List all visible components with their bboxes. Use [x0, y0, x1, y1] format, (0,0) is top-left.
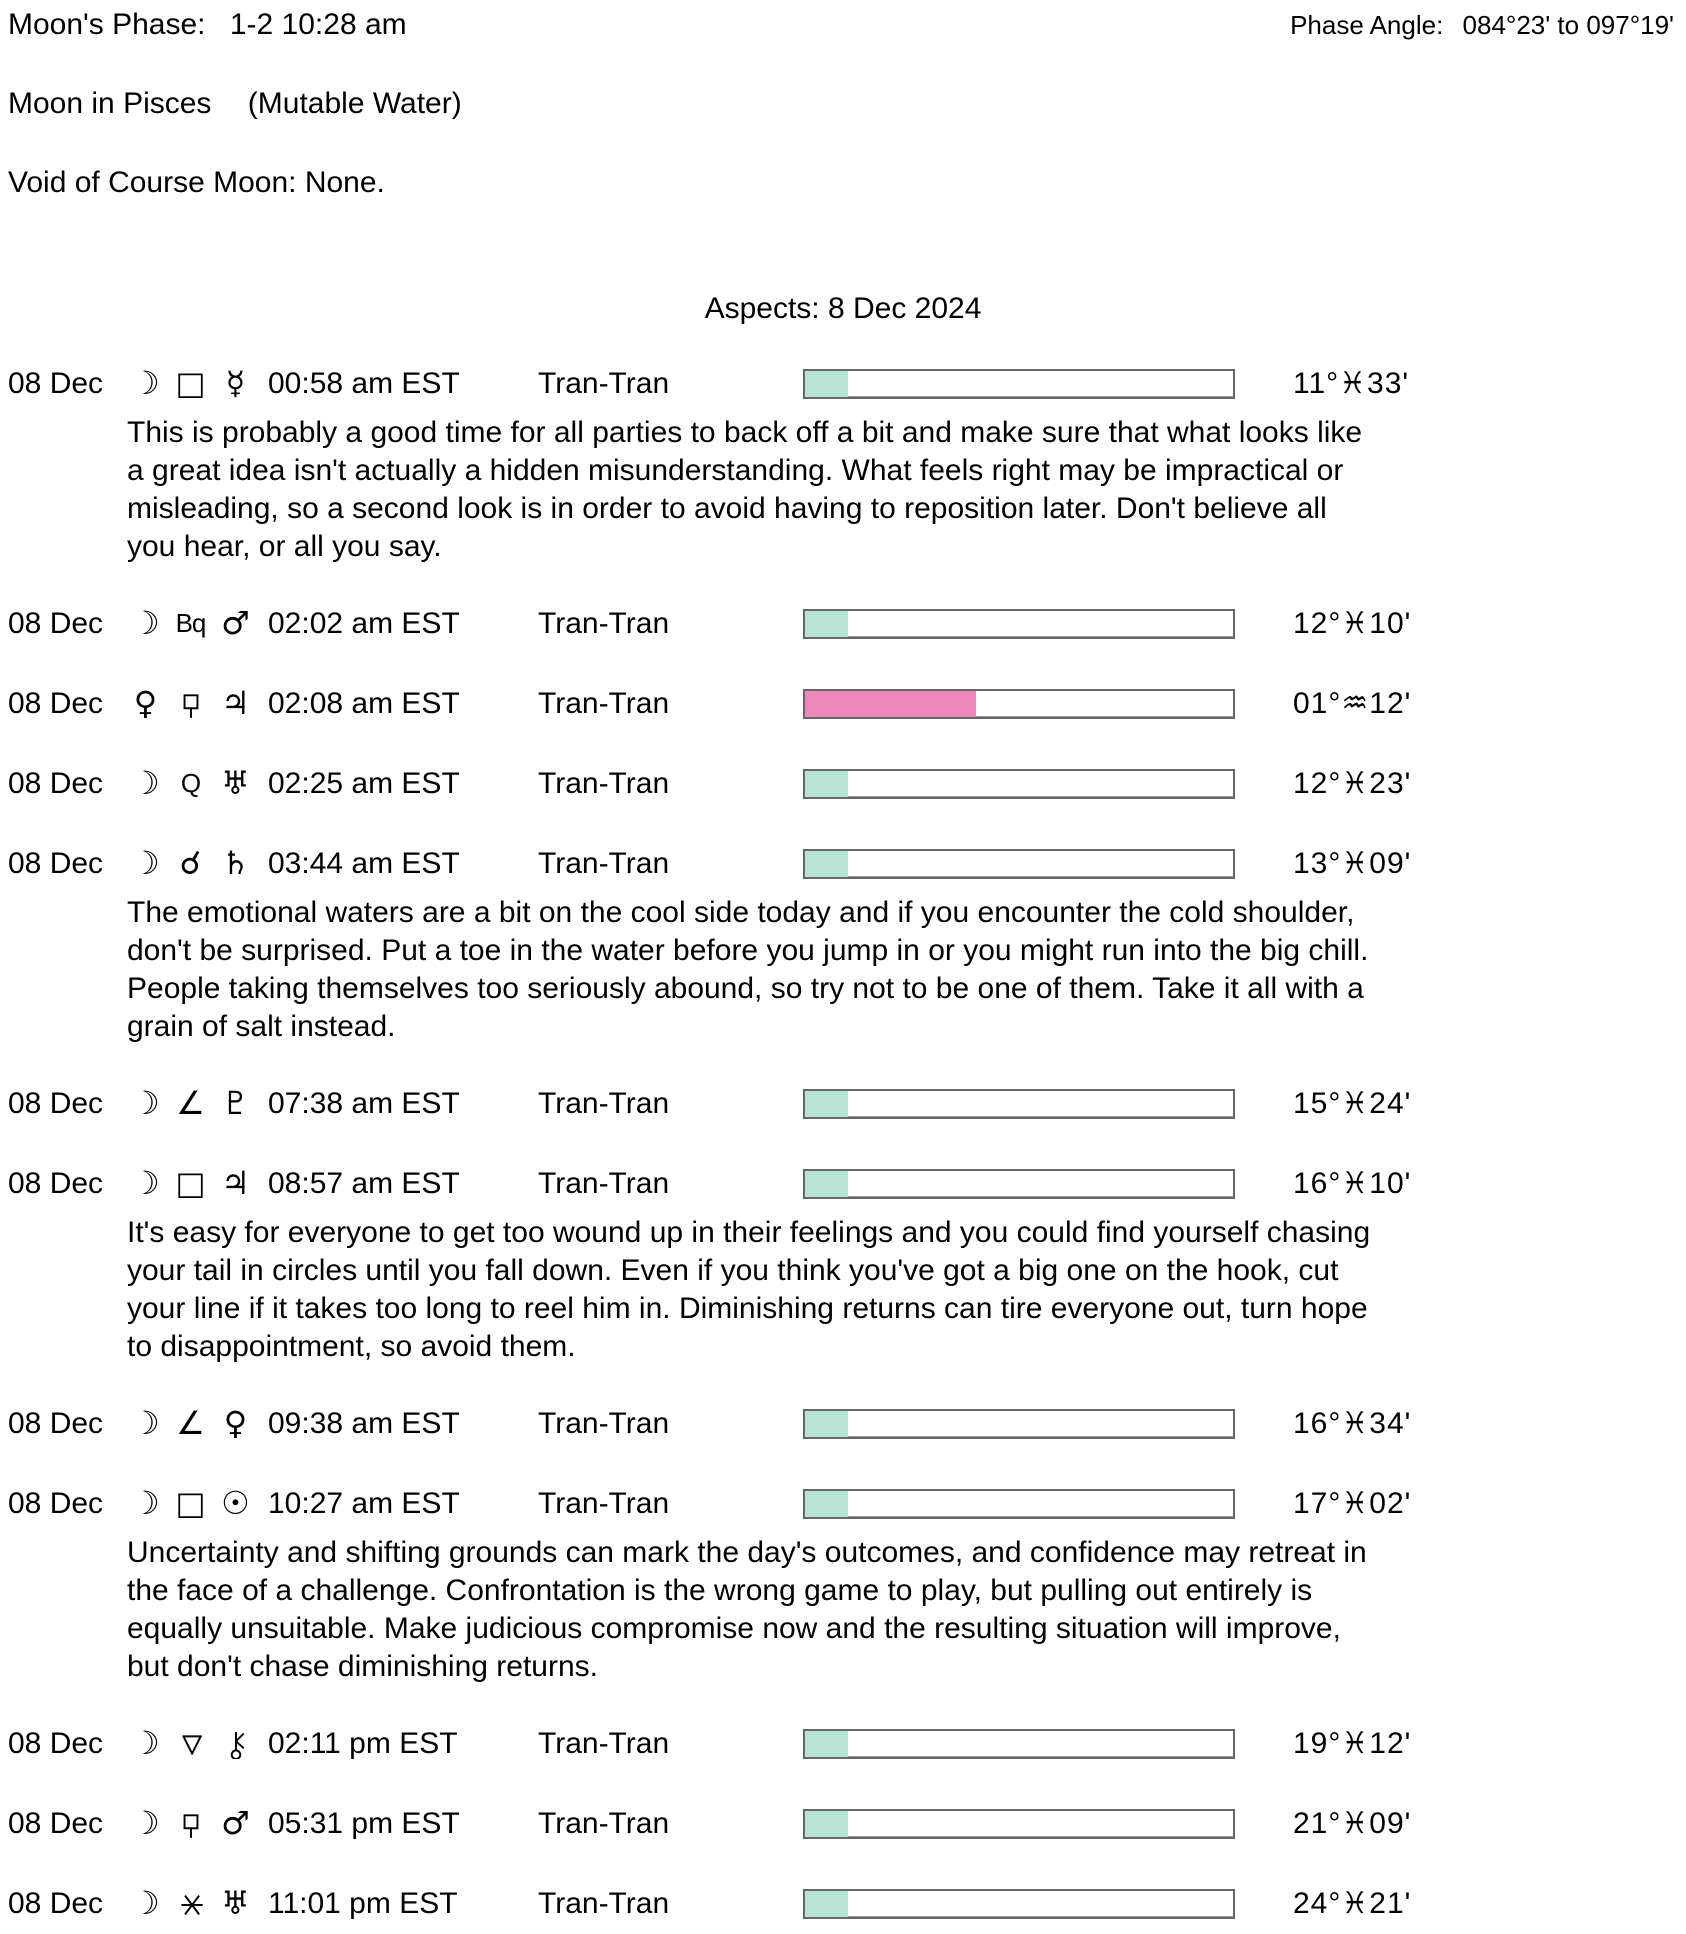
uranus-icon: ♅ [221, 1884, 250, 1922]
moon-sign-quality: (Mutable Water) [247, 87, 462, 120]
aspect-date: 08 Dec [8, 1886, 104, 1920]
aspect-position: 17°♓02' [1293, 1487, 1412, 1520]
aspect-position: 01°♒12' [1293, 687, 1412, 720]
moon-sign-line [8, 87, 1678, 121]
square-icon: □ [175, 1164, 206, 1202]
moon-sign: Moon in Pisces [8, 87, 212, 120]
orb-bar-fill [805, 851, 848, 877]
orb-bar [803, 1089, 1235, 1119]
aspect-note-line: you hear, or all you say. [127, 530, 442, 563]
aspect-note-line: to disappointment, so avoid them. [127, 1330, 576, 1363]
aspect-note-line: your line if it takes too long to reel him in. Diminishing returns can tire everyone out, turn hope [127, 1292, 1368, 1325]
aspect-type: Tran-Tran [538, 1086, 670, 1120]
semisquare-icon: ∠ [176, 1404, 205, 1442]
orb-bar [803, 369, 1235, 399]
phase-angle [1290, 10, 1678, 41]
moon-icon: ☽ [131, 1164, 160, 1202]
aspect-type: Tran-Tran [538, 1166, 670, 1200]
aspect-row [8, 1881, 1678, 1926]
orb-bar [803, 849, 1235, 879]
sesquiquadrate-icon [168, 681, 213, 726]
aspect-position: 16°♓34' [1293, 1407, 1412, 1440]
sesquiquadrate-icon [179, 1811, 203, 1839]
aspect-type: Tran-Tran [538, 1406, 670, 1440]
orb-bar [803, 1729, 1235, 1759]
aspect-position: 12°♓10' [1293, 607, 1412, 640]
aspect-date: 08 Dec [8, 606, 104, 640]
aspect-date: 08 Dec [8, 1726, 104, 1760]
sun-icon: ☉ [221, 1484, 250, 1522]
aspect-type: Tran-Tran [538, 606, 670, 640]
orb-bar-fill [805, 1811, 848, 1837]
aspect-position: 15°♓24' [1293, 1087, 1412, 1120]
aspect-row [8, 761, 1678, 806]
aspect-row [8, 601, 1678, 646]
aspect-row [8, 681, 1678, 726]
orb-bar [803, 1409, 1235, 1439]
aspect-date: 08 Dec [8, 686, 104, 720]
sesquiquadrate-icon [168, 1801, 213, 1846]
aspect-note [127, 894, 1678, 1046]
phase-angle-label: Phase Angle: [1290, 10, 1444, 40]
sesquiquadrate-icon [179, 691, 203, 719]
aspect-note-line: This is probably a good time for all parties to back off a bit and make sure that what looks like [127, 416, 1363, 449]
aspect-note-line: don't be surprised. Put a toe in the water before you jump in or you might run into the big chill. [127, 934, 1369, 967]
orb-bar [803, 609, 1235, 639]
aspect-note-line: grain of salt instead. [127, 1010, 396, 1043]
jupiter-icon: ♃ [221, 1164, 250, 1202]
aspect-position: 24°♓21' [1293, 1887, 1412, 1920]
aspect-date: 08 Dec [8, 1406, 104, 1440]
orb-bar-fill [805, 611, 848, 637]
aspect-note-line: It's easy for everyone to get too wound up in their feelings and you could find yourself chasing [127, 1216, 1371, 1249]
aspect-date: 08 Dec [8, 766, 104, 800]
venus-icon: ♀ [133, 684, 158, 722]
aspect-note-line: misleading, so a second look is in order to avoid having to reposition later. Don't believe all [127, 492, 1327, 525]
conjunction-icon: ☌ [179, 844, 202, 882]
aspect-position: 21°♓09' [1293, 1807, 1412, 1840]
aspect-type: Tran-Tran [538, 1486, 670, 1520]
aspects-title: Aspects: 8 Dec 2024 [704, 292, 982, 325]
orb-bar-fill [805, 1731, 848, 1757]
moons-phase-value: 1-2 10:28 am [229, 8, 407, 41]
aspect-position: 19°♓12' [1293, 1727, 1412, 1760]
chiron-icon [213, 1721, 258, 1766]
orb-bar [803, 1169, 1235, 1199]
aspect-row [8, 841, 1678, 886]
aspect-time: 07:38 am EST [268, 1086, 460, 1120]
orb-bar [803, 689, 1235, 719]
aspect-time: 08:57 am EST [268, 1166, 460, 1200]
orb-bar-fill [805, 371, 848, 397]
void-of-course-line: Void of Course Moon: None. [8, 166, 385, 199]
orb-bar-fill [805, 1171, 848, 1197]
aspect-note-line: The emotional waters are a bit on the cool side today and if you encounter the cold shoulder, [127, 896, 1355, 929]
aspect-time: 03:44 am EST [268, 846, 460, 880]
aspect-time: 00:58 am EST [268, 366, 460, 400]
aspect-note [127, 1534, 1678, 1686]
moon-icon: ☽ [131, 1724, 160, 1762]
aspect-time: 11:01 pm EST [268, 1886, 458, 1920]
aspect-time: 02:02 am EST [268, 606, 460, 640]
aspect-position: 11°♓33' [1293, 367, 1410, 400]
saturn-icon: ♄ [221, 844, 250, 882]
orb-bar-fill [805, 1091, 848, 1117]
moon-icon: ☽ [131, 604, 160, 642]
aspect-time: 09:38 am EST [268, 1406, 460, 1440]
orb-bar-fill [805, 691, 976, 717]
aspect-type: Tran-Tran [538, 766, 670, 800]
aspect-row [8, 1401, 1678, 1446]
aspect-type: Tran-Tran [538, 686, 670, 720]
aspect-date: 08 Dec [8, 1166, 104, 1200]
aspect-time: 02:08 am EST [268, 686, 460, 720]
aspect-type: Tran-Tran [538, 366, 670, 400]
pluto-icon: ♇ [221, 1084, 250, 1122]
aspect-date: 08 Dec [8, 846, 104, 880]
orb-bar [803, 769, 1235, 799]
moons-phase-label: Moon's Phase: [8, 8, 206, 41]
aspect-time: 02:11 pm EST [268, 1726, 458, 1760]
sextile-icon [168, 1881, 213, 1926]
jupiter-icon: ♃ [221, 684, 250, 722]
mars-icon: ♂ [221, 604, 250, 642]
moon-icon: ☽ [131, 1884, 160, 1922]
semisextile-icon [168, 1721, 213, 1766]
orb-bar-fill [805, 771, 848, 797]
quintile-label: Q [180, 768, 201, 798]
moon-icon: ☽ [131, 1804, 160, 1842]
aspect-position: 12°♓23' [1293, 767, 1412, 800]
aspect-type: Tran-Tran [538, 1726, 670, 1760]
aspect-row [8, 1721, 1678, 1766]
aspect-note-line: the face of a challenge. Confrontation is the wrong game to play, but pulling out entirely is [127, 1574, 1313, 1607]
aspect-row [8, 1481, 1678, 1526]
aspect-note-line: your tail in circles until you fall down. Even if you think you've got a big one on the hook, cut [127, 1254, 1339, 1287]
aspect-date: 08 Dec [8, 366, 104, 400]
biquintile-label: Bq [175, 608, 206, 638]
semisextile-icon [179, 1731, 203, 1759]
semisquare-icon: ∠ [176, 1084, 205, 1122]
orb-bar [803, 1809, 1235, 1839]
aspect-date: 08 Dec [8, 1086, 104, 1120]
moon-icon: ☽ [131, 1084, 160, 1122]
orb-bar [803, 1889, 1235, 1919]
moon-icon: ☽ [131, 1484, 160, 1522]
square-icon: □ [175, 1484, 206, 1522]
aspect-row [8, 1081, 1678, 1126]
mars-icon: ♂ [221, 1804, 250, 1842]
aspect-note-line: a great idea isn't actually a hidden misunderstanding. What feels right may be impractical or [127, 454, 1344, 487]
aspect-date: 08 Dec [8, 1806, 104, 1840]
phase-angle-value: 084°23' to 097°19' [1462, 10, 1674, 40]
orb-bar-fill [805, 1891, 848, 1917]
chiron-icon [224, 1731, 248, 1759]
aspect-note-line: Uncertainty and shifting grounds can mark the day's outcomes, and confidence may retreat in [127, 1536, 1367, 1569]
aspect-position: 13°♓09' [1293, 847, 1412, 880]
aspect-row [8, 1161, 1678, 1206]
moon-icon: ☽ [131, 764, 160, 802]
aspect-note-line: but don't chase diminishing returns. [127, 1650, 598, 1683]
moons-phase [8, 8, 407, 42]
aspect-row [8, 1801, 1678, 1846]
uranus-icon: ♅ [221, 764, 250, 802]
orb-bar [803, 1489, 1235, 1519]
aspect-type: Tran-Tran [538, 846, 670, 880]
aspect-type: Tran-Tran [538, 1806, 670, 1840]
aspect-time: 05:31 pm EST [268, 1806, 460, 1840]
orb-bar-fill [805, 1411, 848, 1437]
moon-icon: ☽ [131, 364, 160, 402]
aspect-type: Tran-Tran [538, 1886, 670, 1920]
mercury-icon: ☿ [225, 364, 246, 402]
sextile-icon [179, 1891, 203, 1919]
header-row [8, 8, 1678, 42]
aspect-note-line: People taking themselves too seriously abound, so try not to be one of them. Take it all with a [127, 972, 1364, 1005]
aspect-note [127, 1214, 1678, 1366]
moon-icon: ☽ [131, 844, 160, 882]
aspect-time: 02:25 am EST [268, 766, 460, 800]
aspect-position: 16°♓10' [1293, 1167, 1412, 1200]
venus-icon: ♀ [223, 1404, 248, 1442]
aspect-time: 10:27 am EST [268, 1486, 460, 1520]
aspect-row [8, 361, 1678, 406]
square-icon: □ [175, 364, 206, 402]
orb-bar-fill [805, 1491, 848, 1517]
aspect-date: 08 Dec [8, 1486, 104, 1520]
moon-icon: ☽ [131, 1404, 160, 1442]
aspect-list [8, 361, 1678, 1926]
aspect-note-line: equally unsuitable. Make judicious compromise now and the resulting situation will improve, [127, 1612, 1341, 1645]
aspect-note [127, 414, 1678, 566]
